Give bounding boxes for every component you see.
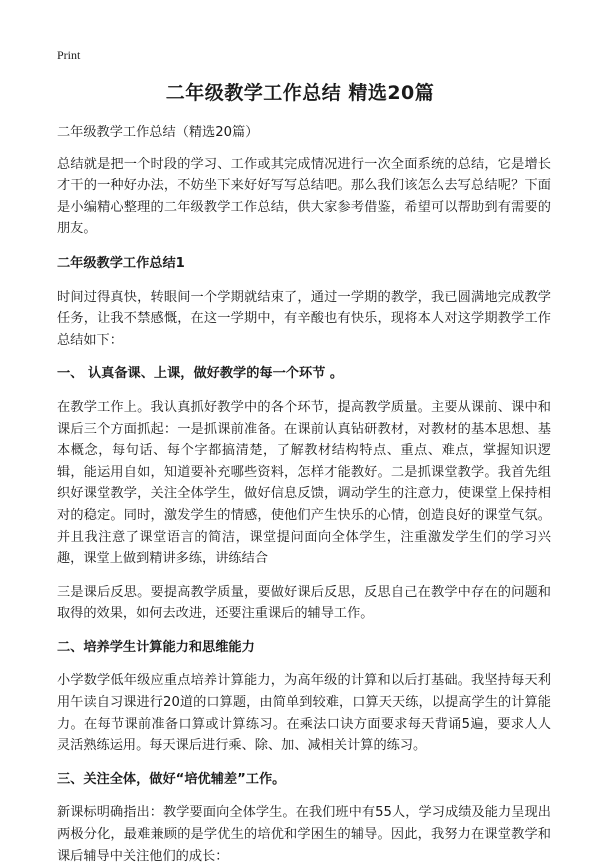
page-title: 二年级教学工作总结 精选20篇 (165, 82, 435, 104)
point-3-heading: 三、关注全体，做好“培优辅差”工作。 (57, 771, 286, 787)
point-1-paragraph-2: 三是课后反思。要提高教学质量，要做好课后反思，反思自己在教学中存在的问题和取得的效果，如何去改进，还要注重课后的辅导工作。 (57, 584, 551, 622)
section-heading: 二年级教学工作总结1 (57, 255, 185, 271)
document-subtitle: 二年级教学工作总结（精选20篇） (57, 125, 259, 140)
point-2-paragraph: 小学数学低年级应重点培养计算能力，为高年级的计算和以后打基础。我坚持每天利用午读自习课进行20道的口算题，由简单到较难，口算天天练，以提高学生的计算能力。在每节课前准备口算或计算练习。在乘法口诀方面要求每天背诵5遍，要求人人灵活熟练运用。每天课后进行乘、除、加、减相关计算的练习。 (57, 673, 551, 754)
print-link[interactable]: Print (57, 48, 81, 62)
document-body (57, 122, 551, 867)
point-1-paragraph: 在教学工作上。我认真抓好教学中的各个环节，提高教学质量。主要从课前、课中和课后三个方面抓起：一是抓课前准备。在课前认真钻研教材，对教材的基本思想、基本概念，每句话、每个字都搞清楚，了解教材结构特点、重点、难点，掌握知识逻辑，能运用自如，知道要补充哪些资料，怎样才能教好。二是抓课堂教学。我首先组织好课堂教学，关注全体学生，做好信息反馈，调动学生的注意力，使课堂上保持相对的稳定。同时，激发学生的情感，使他们产生快乐的心情，创造良好的课堂气氛。并且我注意了课堂语言的简洁，课堂提问面向全体学生，注重激发学生们的学习兴趣，课堂上做到精讲多练，讲练结合 (57, 399, 551, 567)
point-3-paragraph: 新课标明确指出：教学要面向全体学生。在我们班中有55人，学习成绩及能力呈现出两极分化，最难兼顾的是学优生的培优和学困生的辅导。因此，我努力在课堂教学和课后辅导中关注他们的成长： (57, 805, 551, 864)
section-intro-paragraph: 时间过得真快，转眼间一个学期就结束了，通过一学期的教学，我已圆满地完成教学任务，让我不禁感慨，在这一学期中，有辛酸也有快乐，现将本人对这学期教学工作总结如下： (57, 289, 551, 348)
intro-paragraph: 总结就是把一个时段的学习、工作或其完成情况进行一次全面系统的总结，它是增长才干的一种好办法，不妨坐下来好好写写总结吧。那么我们该怎么去写总结呢？下面是小编精心整理的二年级教学工作总结，供大家参考借鉴，希望可以帮助到有需要的朋友。 (57, 156, 551, 237)
point-1-heading: 一、 认真备课、上课，做好教学的每一个环节 。 (57, 366, 344, 382)
point-2-heading: 二、培养学生计算能力和思维能力 (57, 639, 255, 655)
